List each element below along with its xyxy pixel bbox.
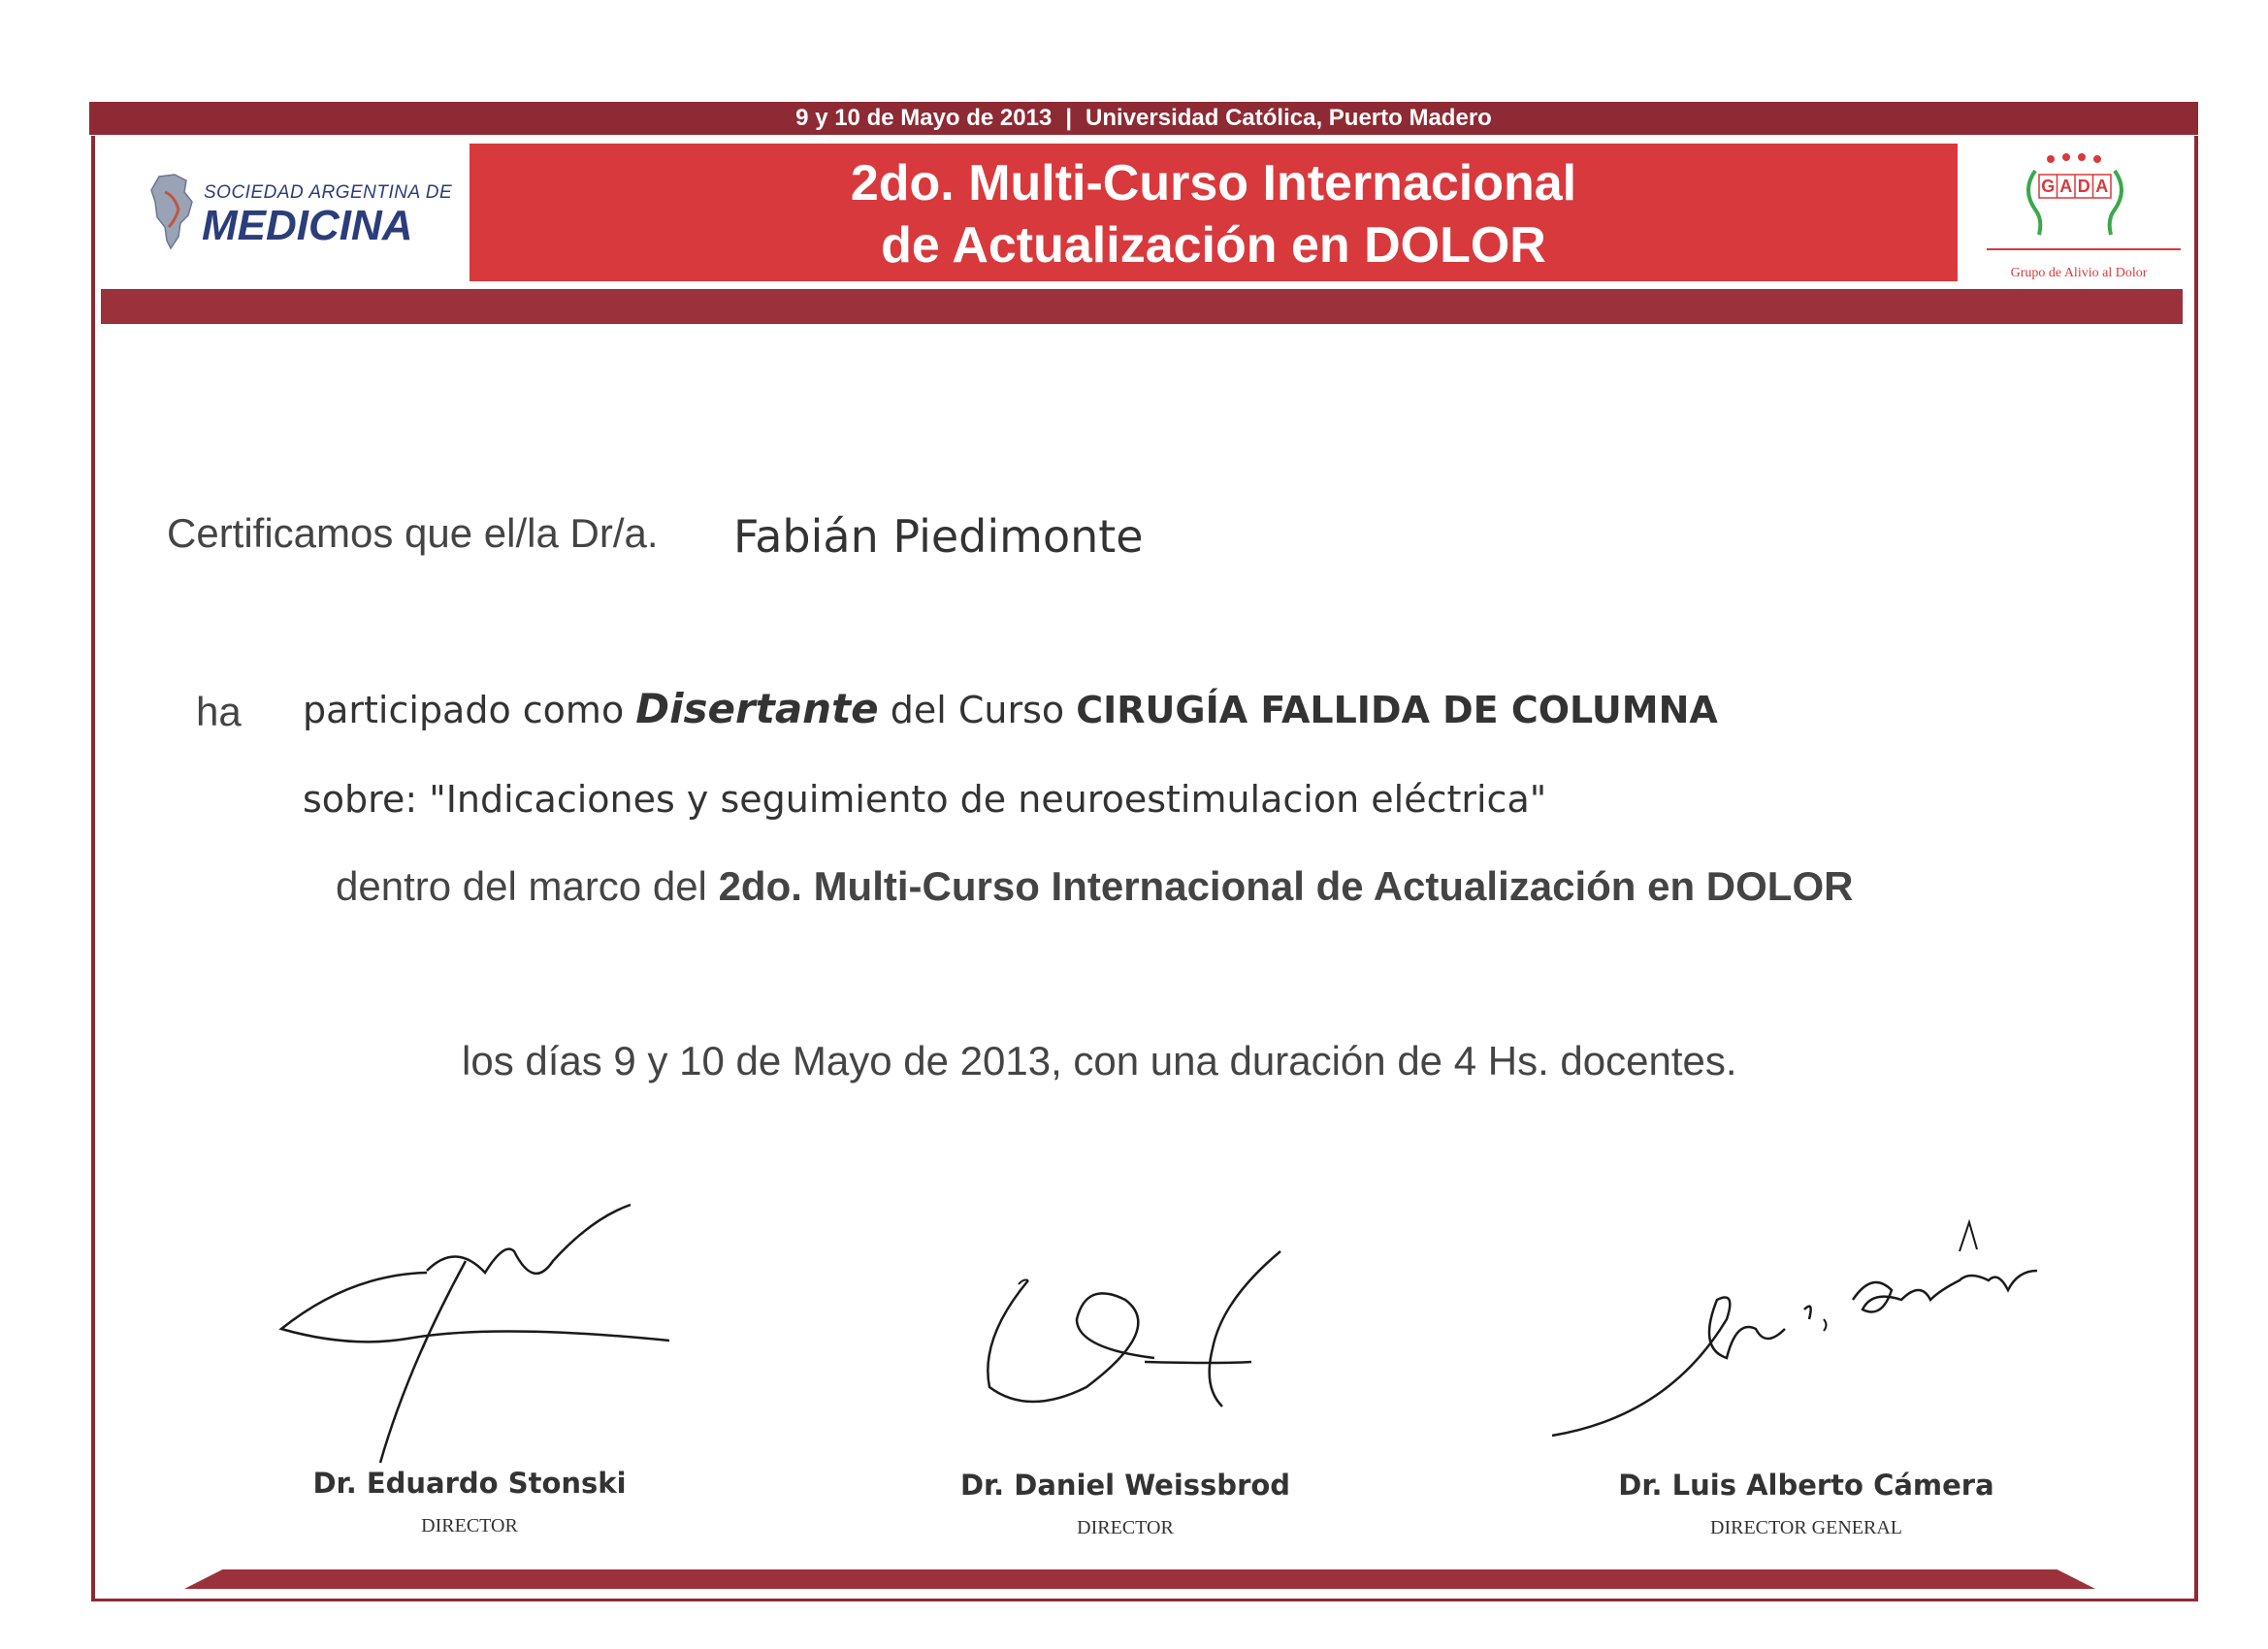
course-title-box	[470, 144, 1958, 281]
footer-band	[184, 1569, 2095, 1589]
sociedad-logo	[101, 144, 470, 285]
signature-name-2: Dr. Daniel Weissbrod	[959, 1469, 1291, 1502]
header-bottom-band	[101, 289, 2183, 324]
course-title-line-1: 2do. Multi-Curso Internacional	[850, 155, 1577, 211]
sociedad-logo-main: MEDICINA	[202, 202, 413, 249]
band-separator: |	[1065, 105, 1073, 131]
signature-weissbrod-image	[970, 1242, 1300, 1436]
gada-logo	[1958, 144, 2183, 285]
course-name: CIRUGÍA FALLIDA DE COLUMNA	[1076, 689, 1718, 731]
sociedad-logo-top: SOCIEDAD ARGENTINA DE	[204, 182, 453, 203]
certificate-header	[101, 144, 2183, 285]
signature-name-3: Dr. Luis Alberto Cámera	[1618, 1469, 1994, 1502]
topic-line: sobre: "Indicaciones y seguimiento de neuroestimulacion eléctrica"	[303, 778, 1547, 821]
signature-role-3: DIRECTOR GENERAL	[1710, 1517, 1902, 1538]
framework-line	[336, 863, 1853, 910]
course-prefix: del Curso	[890, 689, 1065, 731]
signature-stonski-image	[262, 1203, 689, 1465]
framework-prefix: dentro del marco del	[336, 863, 707, 909]
event-venue: Universidad Católica, Puerto Madero	[1085, 105, 1492, 131]
gada-letter: D	[2077, 177, 2090, 196]
gada-letter: G	[2041, 177, 2056, 196]
certify-prefix: Certificamos que el/la Dr/a.	[167, 510, 659, 556]
course-title-line-2: de Actualización en DOLOR	[881, 217, 1546, 274]
gada-letter: A	[2059, 177, 2073, 196]
event-date: 9 y 10 de Mayo de 2013	[795, 105, 1053, 131]
ha-word: ha	[196, 689, 242, 734]
participation-line	[303, 685, 1718, 732]
event-info-band	[89, 102, 2198, 135]
gada-letter: A	[2095, 177, 2109, 196]
gada-divider	[1987, 248, 2181, 250]
gada-emblem-icon	[2022, 151, 2128, 248]
gada-letters	[2039, 175, 2111, 198]
recipient-name: Fabián Piedimonte	[733, 510, 1144, 563]
signature-camera-image	[1533, 1203, 2057, 1465]
participated-text: participado como	[303, 689, 625, 731]
signature-role-2: DIRECTOR	[1077, 1517, 1174, 1538]
frame-bottom-border	[91, 1599, 2198, 1601]
signature-role-1: DIRECTOR	[421, 1515, 518, 1536]
signature-name-1: Dr. Eduardo Stonski	[312, 1467, 627, 1500]
gada-caption: Grupo de Alivio al Dolor	[2010, 266, 2148, 280]
argentina-map-icon	[146, 173, 204, 250]
participant-role: Disertante	[635, 685, 879, 732]
frame-right-border	[2194, 136, 2198, 1600]
frame-left-border	[91, 136, 95, 1600]
dates-duration-line: los días 9 y 10 de Mayo de 2013, con una duración de 4 Hs. docentes.	[462, 1038, 1737, 1083]
framework-name: 2do. Multi-Curso Internacional de Actualización en DOLOR	[718, 863, 1854, 909]
